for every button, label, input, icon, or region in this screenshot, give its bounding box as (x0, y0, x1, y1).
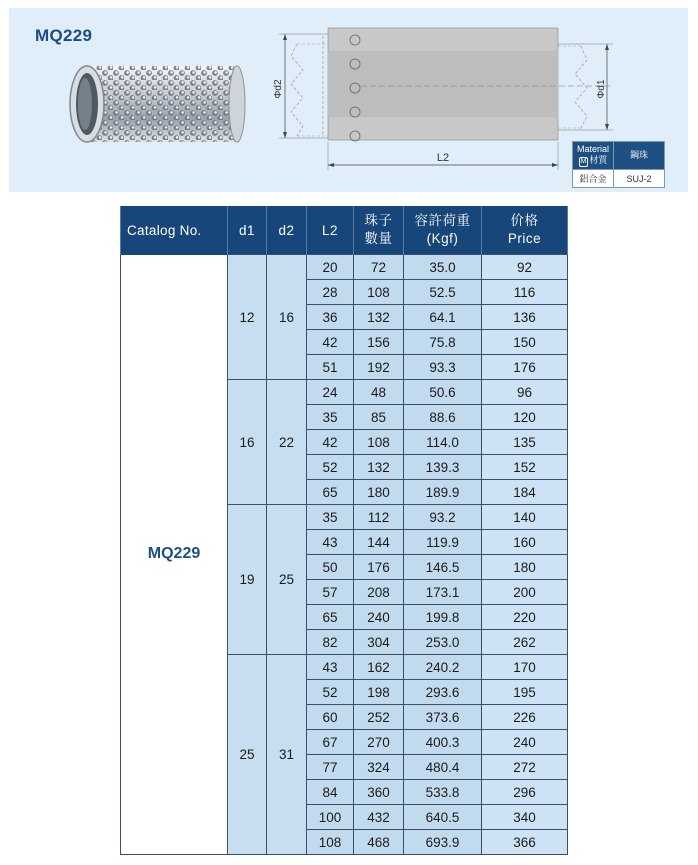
d1-cell: 25 (228, 655, 267, 855)
ball-count-cell: 176 (354, 555, 404, 580)
l2-cell: 100 (307, 805, 354, 830)
header-d1: d1 (228, 206, 267, 255)
l2-cell: 43 (307, 655, 354, 680)
price-cell: 176 (482, 355, 568, 380)
ball-count-cell: 360 (354, 780, 404, 805)
ball-cage-photo (69, 60, 249, 148)
ball-count-cell: 108 (354, 430, 404, 455)
price-cell: 136 (482, 305, 568, 330)
load-cell: 293.6 (404, 680, 482, 705)
d2-cell: 22 (267, 380, 307, 505)
d1-cell: 12 (228, 255, 267, 380)
ball-count-cell: 208 (354, 580, 404, 605)
header-catalog-no: Catalog No. (121, 206, 228, 255)
ball-count-cell: 198 (354, 680, 404, 705)
l2-cell: 65 (307, 480, 354, 505)
price-cell: 116 (482, 280, 568, 305)
load-cell: 52.5 (404, 280, 482, 305)
price-cell: 92 (482, 255, 568, 280)
ball-count-cell: 132 (354, 305, 404, 330)
load-cell: 64.1 (404, 305, 482, 330)
load-cell: 50.6 (404, 380, 482, 405)
header-d2: d2 (267, 206, 307, 255)
model-title: MQ229 (35, 26, 93, 45)
material-header (573, 142, 614, 170)
ball-count-cell: 304 (354, 630, 404, 655)
l2-cell: 52 (307, 680, 354, 705)
l2-cell: 51 (307, 355, 354, 380)
load-cell: 240.2 (404, 655, 482, 680)
ball-count-cell: 192 (354, 355, 404, 380)
l2-cell: 57 (307, 580, 354, 605)
l2-cell: 24 (307, 380, 354, 405)
load-cell: 75.8 (404, 330, 482, 355)
price-cell: 140 (482, 505, 568, 530)
header-l2: L2 (307, 206, 354, 255)
load-cell: 253.0 (404, 630, 482, 655)
ball-count-cell: 270 (354, 730, 404, 755)
l2-cell: 35 (307, 505, 354, 530)
load-cell: 199.8 (404, 605, 482, 630)
load-cell: 373.6 (404, 705, 482, 730)
product-header-panel (9, 8, 688, 192)
ball-count-cell: 132 (354, 455, 404, 480)
ball-count-cell: 72 (354, 255, 404, 280)
d1-dimension-label: Φd1 (596, 79, 607, 99)
ball-count-cell: 108 (354, 280, 404, 305)
load-cell: 88.6 (404, 405, 482, 430)
price-cell: 180 (482, 555, 568, 580)
ball-count-cell: 252 (354, 705, 404, 730)
table-header-row (121, 206, 568, 255)
load-cell: 139.3 (404, 455, 482, 480)
specification-table (120, 206, 568, 855)
d1-cell: 16 (228, 380, 267, 505)
l2-cell: 50 (307, 555, 354, 580)
l2-cell: 77 (307, 755, 354, 780)
price-cell: 135 (482, 430, 568, 455)
load-cell: 533.8 (404, 780, 482, 805)
ball-count-cell: 468 (354, 830, 404, 855)
price-cell: 366 (482, 830, 568, 855)
material-header-title: Material (577, 144, 610, 154)
ball-material-header: 鋼珠 (614, 142, 665, 170)
ball-count-cell: 112 (354, 505, 404, 530)
price-cell: 150 (482, 330, 568, 355)
load-cell: 400.3 (404, 730, 482, 755)
price-cell: 262 (482, 630, 568, 655)
m-badge-icon: M (580, 158, 587, 165)
l2-cell: 84 (307, 780, 354, 805)
price-cell: 296 (482, 780, 568, 805)
header-price: 价格 Price (482, 206, 568, 255)
d2-cell: 31 (267, 655, 307, 855)
price-cell: 220 (482, 605, 568, 630)
l2-cell: 52 (307, 455, 354, 480)
load-cell: 119.9 (404, 530, 482, 555)
ball-count-cell: 432 (354, 805, 404, 830)
l2-cell: 67 (307, 730, 354, 755)
ball-count-cell: 180 (354, 480, 404, 505)
l2-cell: 36 (307, 305, 354, 330)
ball-material-value: SUJ-2 (614, 170, 665, 188)
ball-count-cell: 156 (354, 330, 404, 355)
price-cell: 96 (482, 380, 568, 405)
d1-cell: 19 (228, 505, 267, 655)
price-cell: 152 (482, 455, 568, 480)
material-header-subtitle: 材質 (589, 155, 608, 165)
load-cell: 189.9 (404, 480, 482, 505)
ball-count-cell: 144 (354, 530, 404, 555)
l2-cell: 35 (307, 405, 354, 430)
price-cell: 272 (482, 755, 568, 780)
load-cell: 35.0 (404, 255, 482, 280)
l2-cell: 108 (307, 830, 354, 855)
material-table (572, 141, 665, 188)
price-cell: 195 (482, 680, 568, 705)
price-cell: 120 (482, 405, 568, 430)
ball-count-cell: 162 (354, 655, 404, 680)
l2-cell: 82 (307, 630, 354, 655)
length-dimension-label: L2 (436, 152, 450, 164)
l2-cell: 60 (307, 705, 354, 730)
load-cell: 173.1 (404, 580, 482, 605)
ball-count-cell: 48 (354, 380, 404, 405)
l2-cell: 43 (307, 530, 354, 555)
ball-count-cell: 240 (354, 605, 404, 630)
load-cell: 480.4 (404, 755, 482, 780)
d2-cell: 16 (267, 255, 307, 380)
l2-cell: 42 (307, 430, 354, 455)
l2-cell: 28 (307, 280, 354, 305)
l2-cell: 65 (307, 605, 354, 630)
price-cell: 340 (482, 805, 568, 830)
cage-material-value: 鋁合金 (573, 170, 614, 188)
load-cell: 93.2 (404, 505, 482, 530)
load-cell: 693.9 (404, 830, 482, 855)
price-cell: 200 (482, 580, 568, 605)
price-cell: 184 (482, 480, 568, 505)
price-cell: 170 (482, 655, 568, 680)
table-row (121, 255, 568, 280)
load-cell: 114.0 (404, 430, 482, 455)
ball-count-cell: 85 (354, 405, 404, 430)
l2-cell: 42 (307, 330, 354, 355)
price-cell: 226 (482, 705, 568, 730)
catalog-no-cell: MQ229 (121, 255, 228, 855)
load-cell: 146.5 (404, 555, 482, 580)
load-cell: 93.3 (404, 355, 482, 380)
price-cell: 240 (482, 730, 568, 755)
d2-cell: 25 (267, 505, 307, 655)
header-ball-count: 珠子 數量 (354, 206, 404, 255)
l2-cell: 20 (307, 255, 354, 280)
price-cell: 160 (482, 530, 568, 555)
ball-count-cell: 324 (354, 755, 404, 780)
header-allowable-load: 容許荷重 (Kgf) (404, 206, 482, 255)
load-cell: 640.5 (404, 805, 482, 830)
d2-dimension-label: Φd2 (273, 79, 284, 99)
